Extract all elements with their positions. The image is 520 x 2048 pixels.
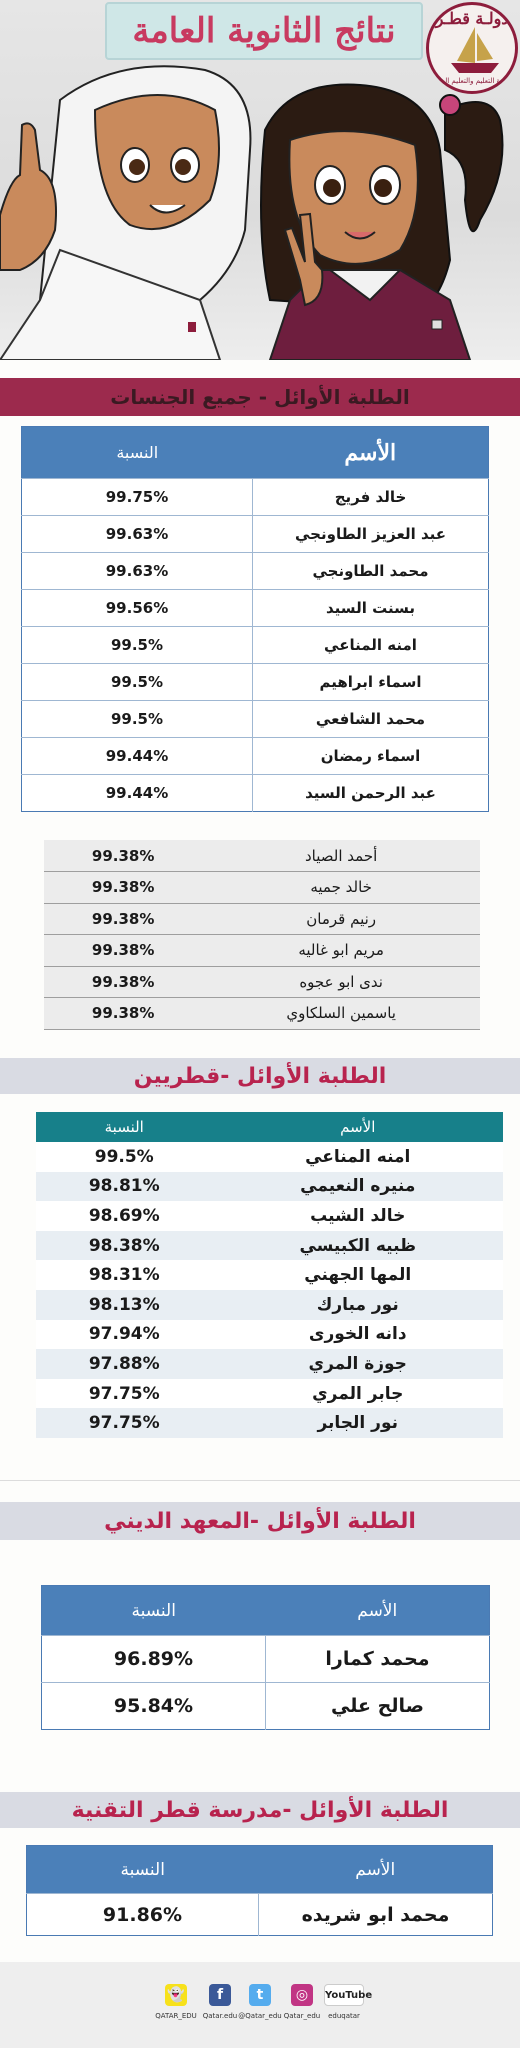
facebook-icon: f xyxy=(209,1984,231,2006)
table-row xyxy=(22,590,489,627)
student-name: اسماء ابراهيم xyxy=(253,664,489,701)
table-row xyxy=(27,1894,493,1936)
student-name: دانه الخورى xyxy=(212,1320,503,1350)
youtube-wordmark: YouTube xyxy=(325,1990,373,2001)
all-nationalities-continued-table xyxy=(44,840,480,1030)
student-name: ياسمين السلكاوي xyxy=(202,998,480,1030)
student-percentage: 98.69% xyxy=(36,1201,212,1231)
student-percentage: 99.38% xyxy=(44,998,202,1030)
student-name: عبد الرحمن السيد xyxy=(253,775,489,812)
student-name: جوزة المري xyxy=(212,1349,503,1379)
logo-text: دولـة قطـر xyxy=(435,9,509,28)
table-row xyxy=(36,1231,503,1261)
table-header-row xyxy=(42,1586,490,1636)
section-religious-institute-title: الطلبة الأوائل -المعهد الديني xyxy=(104,1508,416,1534)
table-row xyxy=(22,664,489,701)
section-qatari-banner xyxy=(0,1058,520,1094)
section-all-nationalities-title: الطلبة الأوائل - جميع الجنسات xyxy=(110,385,410,409)
student-percentage: 99.44% xyxy=(22,738,253,775)
table-row xyxy=(36,1172,503,1202)
header-name: الأسم xyxy=(266,1586,490,1636)
table-row xyxy=(36,1201,503,1231)
student-percentage: 99.56% xyxy=(22,590,253,627)
logo-subtitle: وزارة التعليم والتعليم العالي xyxy=(431,77,513,85)
header-percentage: النسبة xyxy=(27,1846,259,1894)
table-row xyxy=(22,701,489,738)
student-name: رنيم قرمان xyxy=(202,903,480,935)
table-row xyxy=(44,966,480,998)
table-row xyxy=(22,627,489,664)
student-percentage: 99.5% xyxy=(22,701,253,738)
hero-banner xyxy=(0,0,520,360)
all-nationalities-table xyxy=(21,426,489,812)
religious-institute-table xyxy=(41,1585,490,1730)
section-religious-institute-banner xyxy=(0,1502,520,1540)
student-percentage: 97.88% xyxy=(36,1349,212,1379)
student-percentage: 99.5% xyxy=(22,627,253,664)
header-percentage: النسبة xyxy=(36,1112,212,1142)
student-percentage: 99.44% xyxy=(22,775,253,812)
student-percentage: 99.38% xyxy=(44,840,202,872)
table-row xyxy=(36,1408,503,1438)
hero-title-box xyxy=(105,2,423,60)
student-name: محمد الطاونجي xyxy=(253,553,489,590)
student-name: جابر المري xyxy=(212,1379,503,1409)
student-percentage: 91.86% xyxy=(27,1894,259,1936)
student-name: خالد جميه xyxy=(202,872,480,904)
table-header-row xyxy=(36,1112,503,1142)
social-label: @Qatar_edu xyxy=(238,2012,282,2020)
student-percentage: 98.13% xyxy=(36,1290,212,1320)
table-row xyxy=(44,935,480,967)
header-name: الأسم xyxy=(212,1112,503,1142)
student-percentage: 99.5% xyxy=(22,664,253,701)
student-percentage: 97.94% xyxy=(36,1320,212,1350)
table-row xyxy=(44,872,480,904)
student-percentage: 95.84% xyxy=(42,1683,266,1730)
header-percentage: النسبة xyxy=(22,427,253,479)
snapchat-icon: 👻 xyxy=(165,1984,187,2006)
student-name: ظبيه الكبيسي xyxy=(212,1231,503,1261)
table-row xyxy=(36,1290,503,1320)
twitter-icon: t xyxy=(249,1984,271,2006)
student-name: اسماء رمضان xyxy=(253,738,489,775)
student-percentage: 99.5% xyxy=(36,1142,212,1172)
student-percentage: 96.89% xyxy=(42,1636,266,1683)
social-label: Qatar_edu xyxy=(283,2012,321,2020)
table-header-row xyxy=(27,1846,493,1894)
student-name: امنه المناعي xyxy=(253,627,489,664)
header-name: الأسم xyxy=(253,427,489,479)
student-name: بسنت السيد xyxy=(253,590,489,627)
section-qatari-title: الطلبة الأوائل -قطريين xyxy=(133,1063,387,1089)
student-percentage: 99.38% xyxy=(44,903,202,935)
table-row xyxy=(44,840,480,872)
student-name: المها الجهني xyxy=(212,1260,503,1290)
section-all-nationalities-banner xyxy=(0,378,520,416)
table-row xyxy=(36,1349,503,1379)
social-label: Qatar.edu xyxy=(202,2012,238,2020)
student-percentage: 97.75% xyxy=(36,1379,212,1409)
student-percentage: 99.63% xyxy=(22,553,253,590)
student-name: مريم ابو غاليه xyxy=(202,935,480,967)
ministry-logo xyxy=(426,2,518,94)
student-percentage: 98.31% xyxy=(36,1260,212,1290)
student-percentage: 99.38% xyxy=(44,935,202,967)
student-name: محمد كمارا xyxy=(266,1636,490,1683)
student-name: ندى ابو عجوه xyxy=(202,966,480,998)
student-percentage: 99.38% xyxy=(44,966,202,998)
student-name: خالد فريج xyxy=(253,479,489,516)
header-name: الأسم xyxy=(259,1846,493,1894)
social-label: eduqatar xyxy=(328,2012,360,2020)
student-name: منيره النعيمي xyxy=(212,1172,503,1202)
student-percentage: 99.38% xyxy=(44,872,202,904)
student-percentage: 97.75% xyxy=(36,1408,212,1438)
student-name: نور مبارك xyxy=(212,1290,503,1320)
qatari-table xyxy=(36,1112,503,1438)
student-name: أحمد الصياد xyxy=(202,840,480,872)
student-name: محمد ابو شريده xyxy=(259,1894,493,1936)
section-technical-school-title: الطلبة الأوائل -مدرسة قطر التقنية xyxy=(71,1797,449,1823)
table-header-row xyxy=(22,427,489,479)
table-row xyxy=(22,516,489,553)
table-row xyxy=(22,738,489,775)
student-percentage: 99.75% xyxy=(22,479,253,516)
section-technical-school-banner xyxy=(0,1792,520,1828)
table-row xyxy=(36,1142,503,1172)
page-title: نتائج الثانوية العامة xyxy=(132,11,396,51)
table-row xyxy=(36,1320,503,1350)
student-name: محمد الشافعي xyxy=(253,701,489,738)
student-name: نور الجابر xyxy=(212,1408,503,1438)
social-youtube[interactable] xyxy=(314,1984,374,2020)
student-name: صالح علي xyxy=(266,1683,490,1730)
footer xyxy=(0,1962,520,2048)
header-percentage: النسبة xyxy=(42,1586,266,1636)
table-row xyxy=(22,553,489,590)
social-label: QATAR_EDU xyxy=(155,2012,197,2020)
student-percentage: 98.38% xyxy=(36,1231,212,1261)
student-percentage: 98.81% xyxy=(36,1172,212,1202)
instagram-icon: ◎ xyxy=(291,1984,313,2006)
table-row xyxy=(44,998,480,1030)
section-divider xyxy=(0,1480,520,1481)
table-row xyxy=(42,1683,490,1730)
table-row xyxy=(44,903,480,935)
table-row xyxy=(36,1260,503,1290)
student-name: امنه المناعي xyxy=(212,1142,503,1172)
youtube-icon xyxy=(324,1984,373,2006)
student-percentage: 99.63% xyxy=(22,516,253,553)
table-row xyxy=(42,1636,490,1683)
table-row xyxy=(22,479,489,516)
table-row xyxy=(22,775,489,812)
student-name: عبد العزيز الطاونجي xyxy=(253,516,489,553)
student-name: خالد الشيب xyxy=(212,1201,503,1231)
table-row xyxy=(36,1379,503,1409)
technical-school-table xyxy=(26,1845,493,1936)
